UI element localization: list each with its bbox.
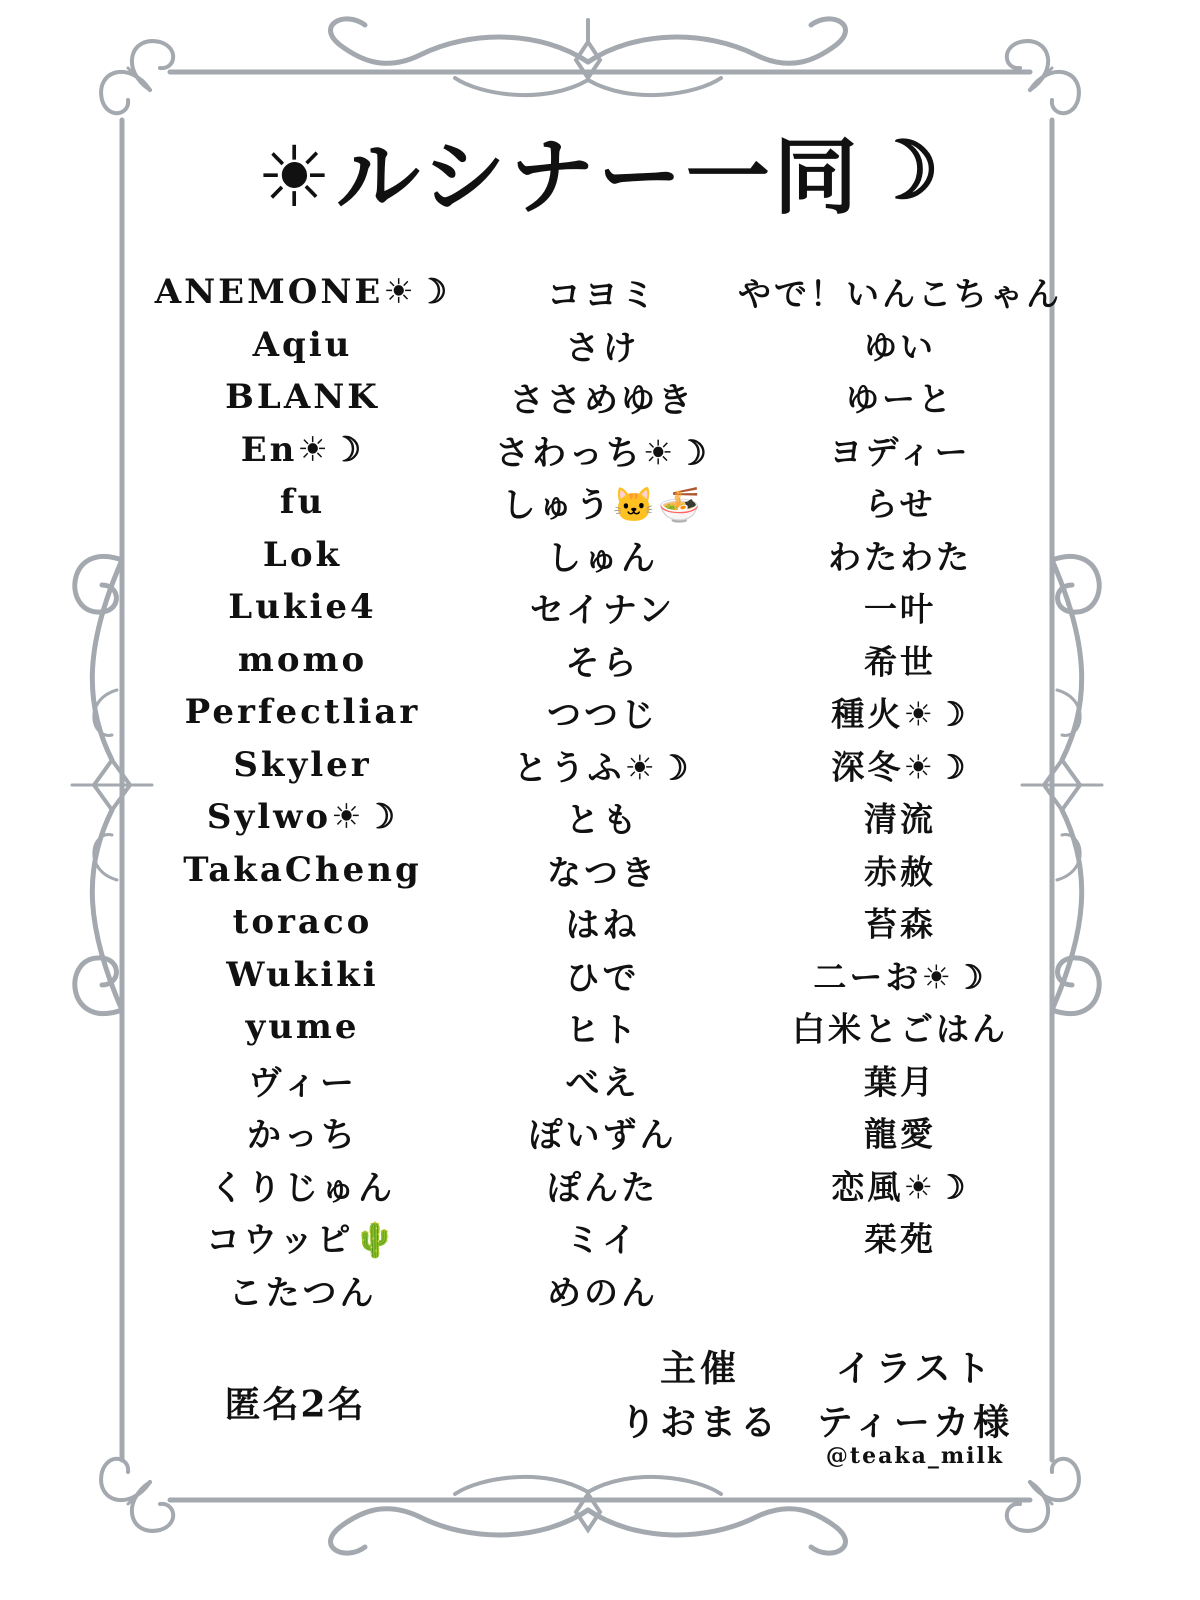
member-name: しゅん bbox=[547, 538, 658, 578]
member-name: toraco bbox=[232, 902, 373, 942]
crescent-moon-icon: ☽ bbox=[867, 123, 944, 217]
member-name: 苔森 bbox=[864, 904, 936, 944]
title-text: ☀ルシナー一同 bbox=[256, 126, 862, 226]
member-name: なつき bbox=[547, 853, 658, 893]
member-name: 龍愛 bbox=[864, 1114, 936, 1154]
member-name: 希世 bbox=[864, 642, 936, 681]
member-name: BLANK bbox=[225, 377, 380, 417]
member-name: En☀☽ bbox=[240, 429, 365, 470]
page-title bbox=[0, 115, 1200, 225]
member-name: 葉月 bbox=[864, 1062, 936, 1101]
member-name: momo bbox=[237, 639, 368, 680]
member-name: はね bbox=[565, 905, 640, 946]
member-name: ささめゆき bbox=[510, 380, 695, 421]
member-name: 白米とごはん bbox=[792, 1009, 1008, 1049]
member-name: しゅう🐱🍜 bbox=[501, 485, 704, 526]
member-name: 赤赦 bbox=[864, 852, 936, 891]
member-name: 恋風☀☽ bbox=[831, 1167, 969, 1206]
member-name: 二ーお☀☽ bbox=[813, 957, 987, 996]
member-name: くりじゅん bbox=[210, 1168, 395, 1208]
member-name: ゆーと bbox=[846, 379, 954, 419]
member-name: わたわた bbox=[828, 537, 972, 576]
member-name: コヨミ bbox=[547, 275, 658, 316]
member-name: ヒト bbox=[565, 1010, 640, 1051]
member-name: めのん bbox=[547, 1273, 658, 1313]
member-name: 種火☀☽ bbox=[831, 694, 969, 734]
member-name: こたつん bbox=[228, 1273, 377, 1313]
member-name: 一叶 bbox=[864, 589, 936, 629]
member-name: Lok bbox=[262, 534, 343, 575]
organizer-name: りおまる bbox=[619, 1401, 780, 1444]
member-name: べえ bbox=[565, 1063, 640, 1103]
member-name: ミイ bbox=[566, 1220, 639, 1261]
member-name: 栞苑 bbox=[864, 1219, 936, 1259]
member-name: Lukie4 bbox=[228, 587, 377, 627]
member-name: さわっち☀☽ bbox=[495, 433, 710, 473]
member-name: Aqiu bbox=[252, 324, 353, 365]
member-name: 清流 bbox=[864, 799, 936, 839]
member-name: セイナン bbox=[529, 590, 676, 631]
member-name: とも bbox=[565, 800, 640, 841]
member-name: とうふ☀☽ bbox=[513, 748, 692, 788]
member-name: 深冬☀☽ bbox=[831, 747, 969, 786]
illustrator-name: ティーカ様 bbox=[816, 1401, 1014, 1444]
member-name: コウッピ🌵 bbox=[206, 1220, 399, 1261]
member-name: さけ bbox=[565, 328, 640, 368]
member-name: yume bbox=[245, 1007, 360, 1047]
member-name: Wukiki bbox=[226, 954, 379, 995]
member-name: Skyler bbox=[233, 744, 372, 785]
member-name: ぽいずん bbox=[528, 1115, 677, 1156]
member-name: つつじ bbox=[547, 695, 658, 736]
member-name: ヨディー bbox=[829, 432, 971, 471]
member-name: Perfectliar bbox=[184, 692, 421, 732]
member-name: ぽんた bbox=[547, 1168, 658, 1208]
member-name: そら bbox=[565, 643, 640, 683]
illustration-label: イラスト bbox=[835, 1347, 995, 1390]
anonymous-count: 匿名2名 bbox=[224, 1383, 366, 1426]
member-name: ANEMONE☀☽ bbox=[154, 272, 451, 312]
member-name: fu bbox=[279, 482, 326, 522]
member-name: やで！いんこちゃん bbox=[738, 274, 1062, 314]
member-name: ゆい bbox=[864, 327, 936, 366]
member-name: ひで bbox=[565, 958, 640, 998]
member-name: らせ bbox=[864, 484, 936, 524]
member-name: ヴィー bbox=[248, 1063, 357, 1103]
member-name: Sylwo☀☽ bbox=[206, 797, 399, 837]
organizer-label: 主催 bbox=[659, 1347, 740, 1390]
illustrator-handle: @teaka_milk bbox=[825, 1443, 1005, 1469]
member-name: かっち bbox=[247, 1115, 358, 1156]
member-name: TakaCheng bbox=[183, 849, 422, 890]
